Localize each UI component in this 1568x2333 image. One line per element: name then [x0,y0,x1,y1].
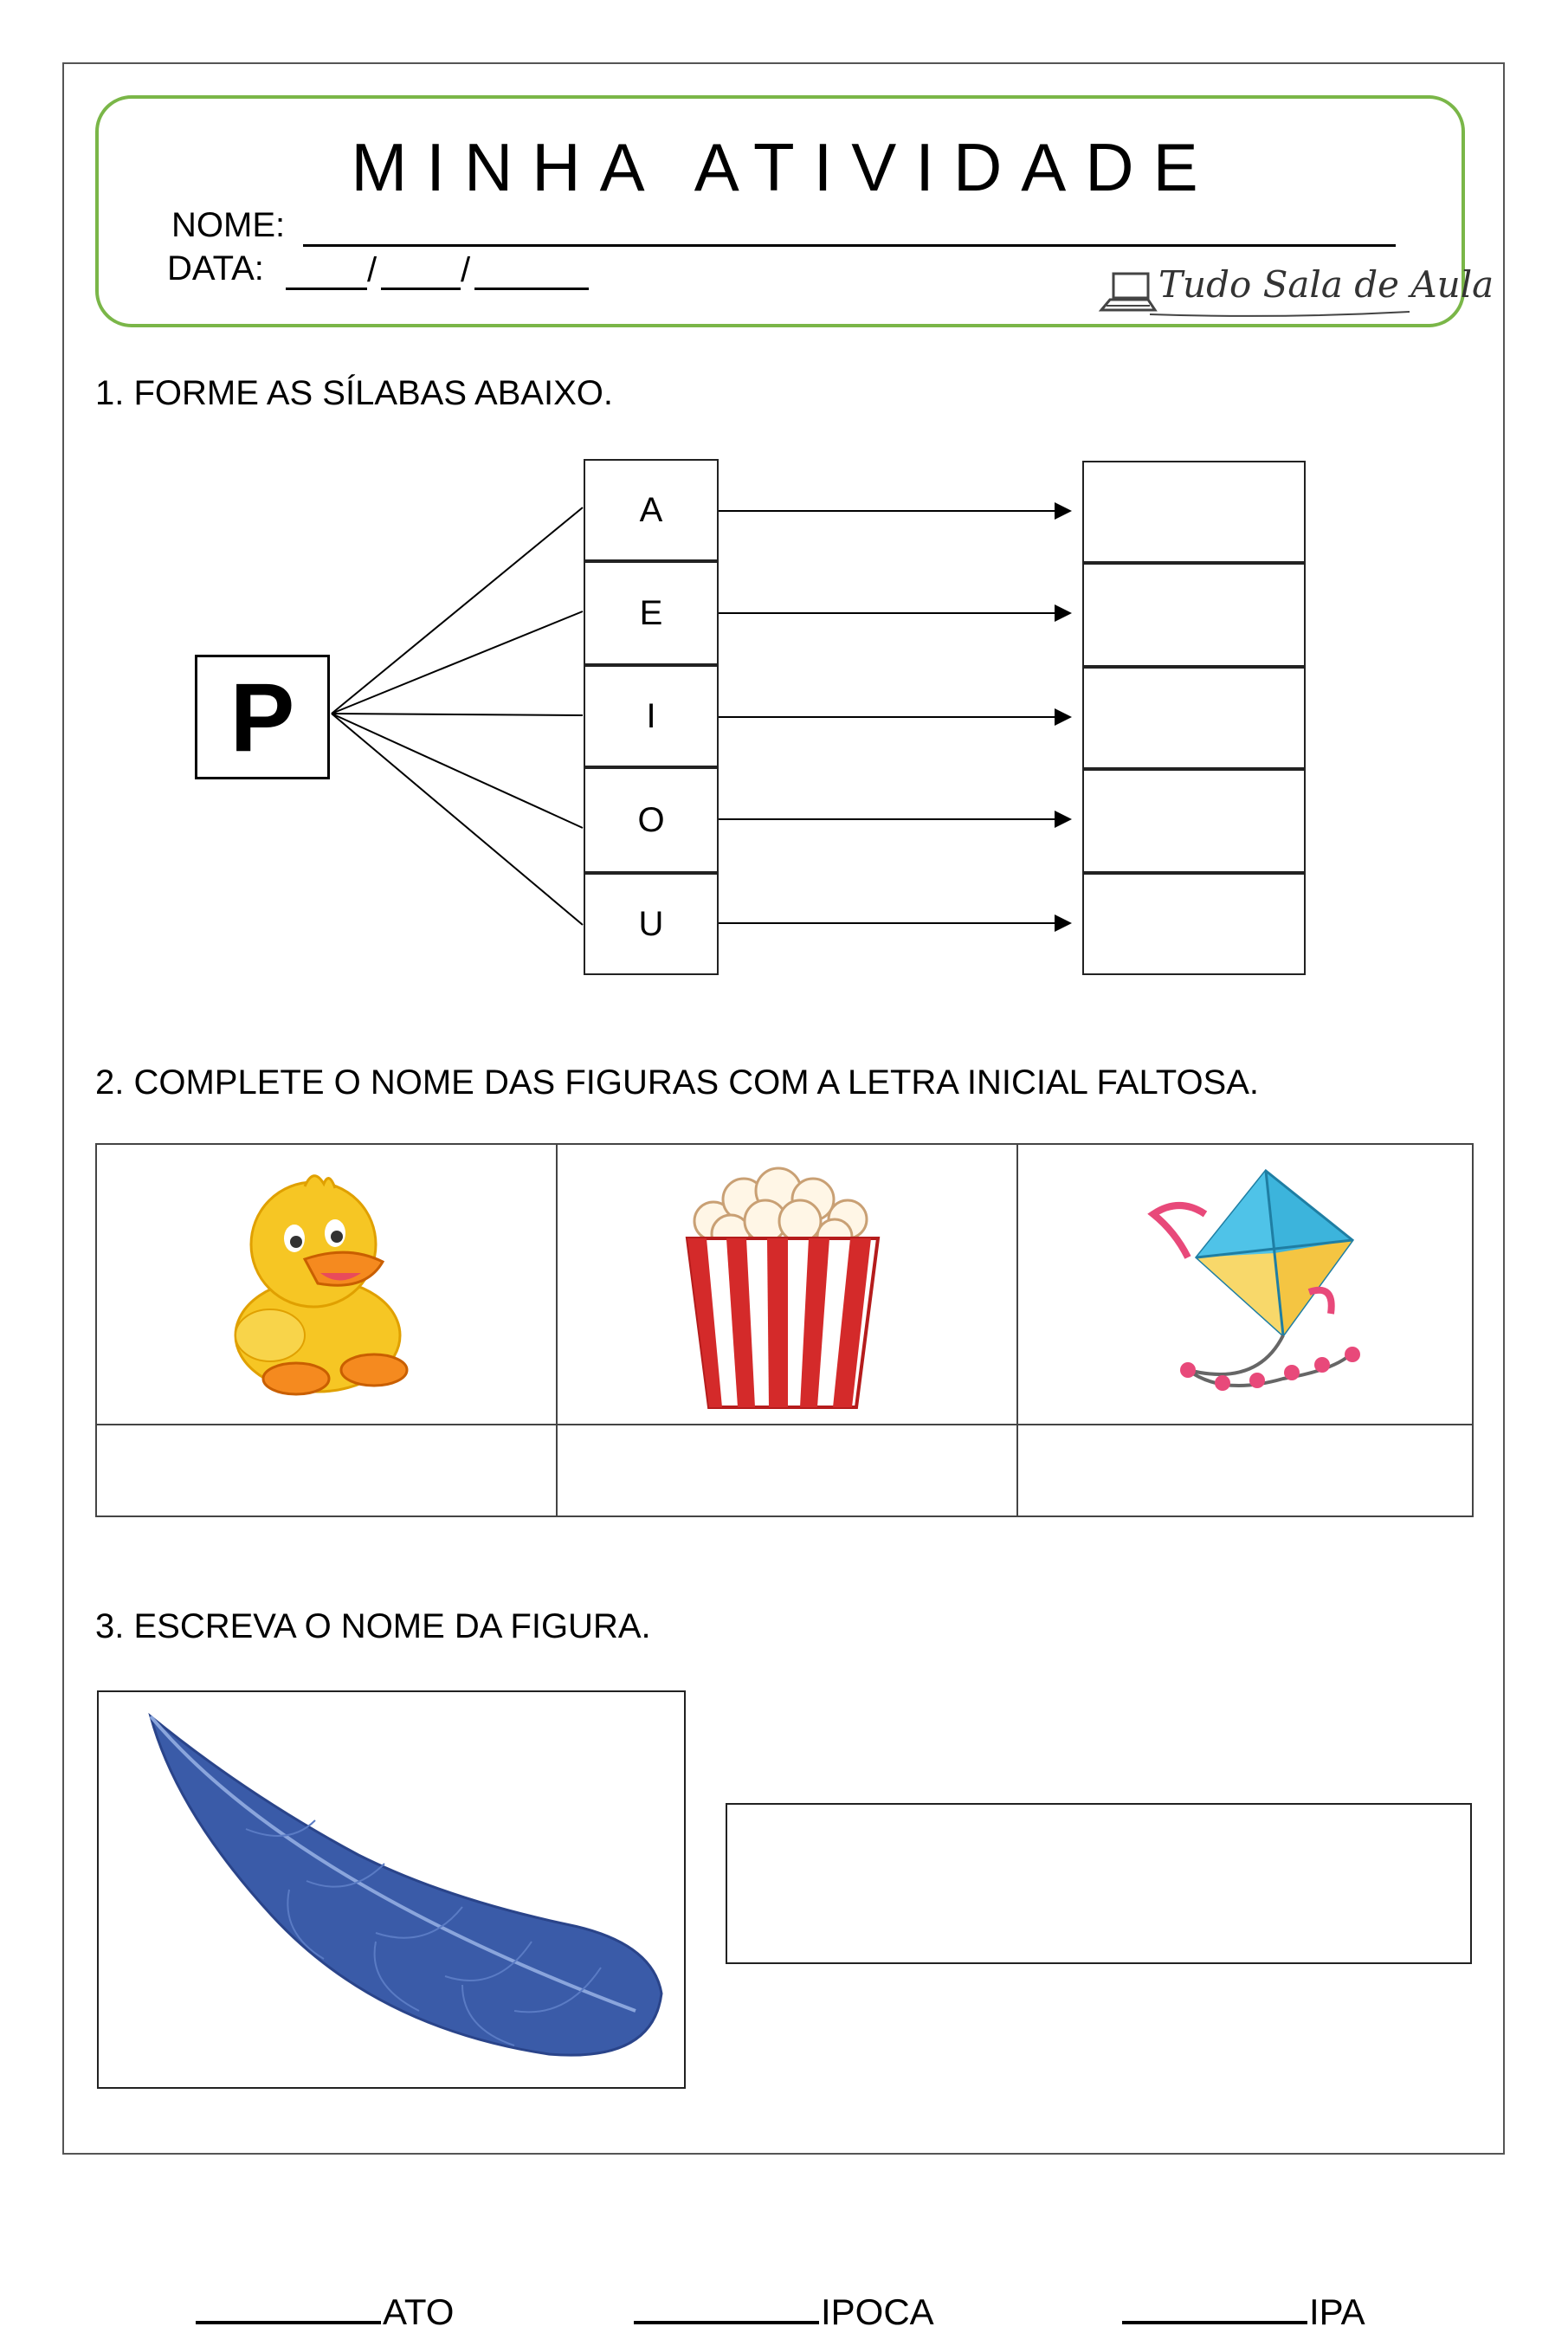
word-suffix: IPOCA [821,2291,934,2332]
logo-text: Tudo Sala de Aula [1158,263,1494,306]
page-title: MINHA ATIVIDADE [351,129,1217,205]
answer-box[interactable] [1082,769,1306,873]
feather-image [116,1708,670,2071]
duck-image [218,1162,426,1396]
connector-line [332,714,583,828]
table-divider [97,1424,1472,1425]
letter-blank[interactable] [1122,2290,1307,2324]
word-answer-box[interactable] [726,1803,1472,1964]
connector-line [332,611,583,714]
name-label: NOME: [171,206,286,244]
date-separator: / [367,251,377,289]
answer-box[interactable] [1082,873,1306,975]
consonant-box: P [195,655,330,779]
letter-blank[interactable] [634,2290,819,2324]
answer-item [634,2290,934,2333]
syllable-connectors [0,0,1568,1039]
kite-image [1136,1162,1370,1413]
word-suffix: IPA [1309,2291,1365,2332]
picture-frame [97,1690,686,2089]
vowel-box: E [584,561,719,665]
vowel-box: U [584,873,719,975]
vowel-box: I [584,665,719,767]
word-suffix: ATO [383,2291,455,2332]
connector-line [332,507,583,714]
answer-box[interactable] [1082,667,1306,769]
question-2: 2. COMPLETE O NOME DAS FIGURAS COM A LETRA INICIAL FALTOSA. [95,1063,1260,1102]
answer-item [196,2290,454,2333]
answer-box[interactable] [1082,461,1306,563]
connector-line [332,714,583,715]
popcorn-image [679,1160,887,1412]
question-3: 3. ESCREVA O NOME DA FIGURA. [95,1607,651,1645]
date-separator: / [461,251,471,289]
letter-blank[interactable] [196,2290,381,2324]
vowel-box: A [584,459,719,561]
answer-box[interactable] [1082,563,1306,667]
vowel-box: O [584,767,719,873]
connector-line [332,714,583,925]
answer-item [1122,2290,1365,2333]
question-1: 1. FORME AS SÍLABAS ABAIXO. [95,374,614,412]
date-label: DATA: [167,249,264,288]
